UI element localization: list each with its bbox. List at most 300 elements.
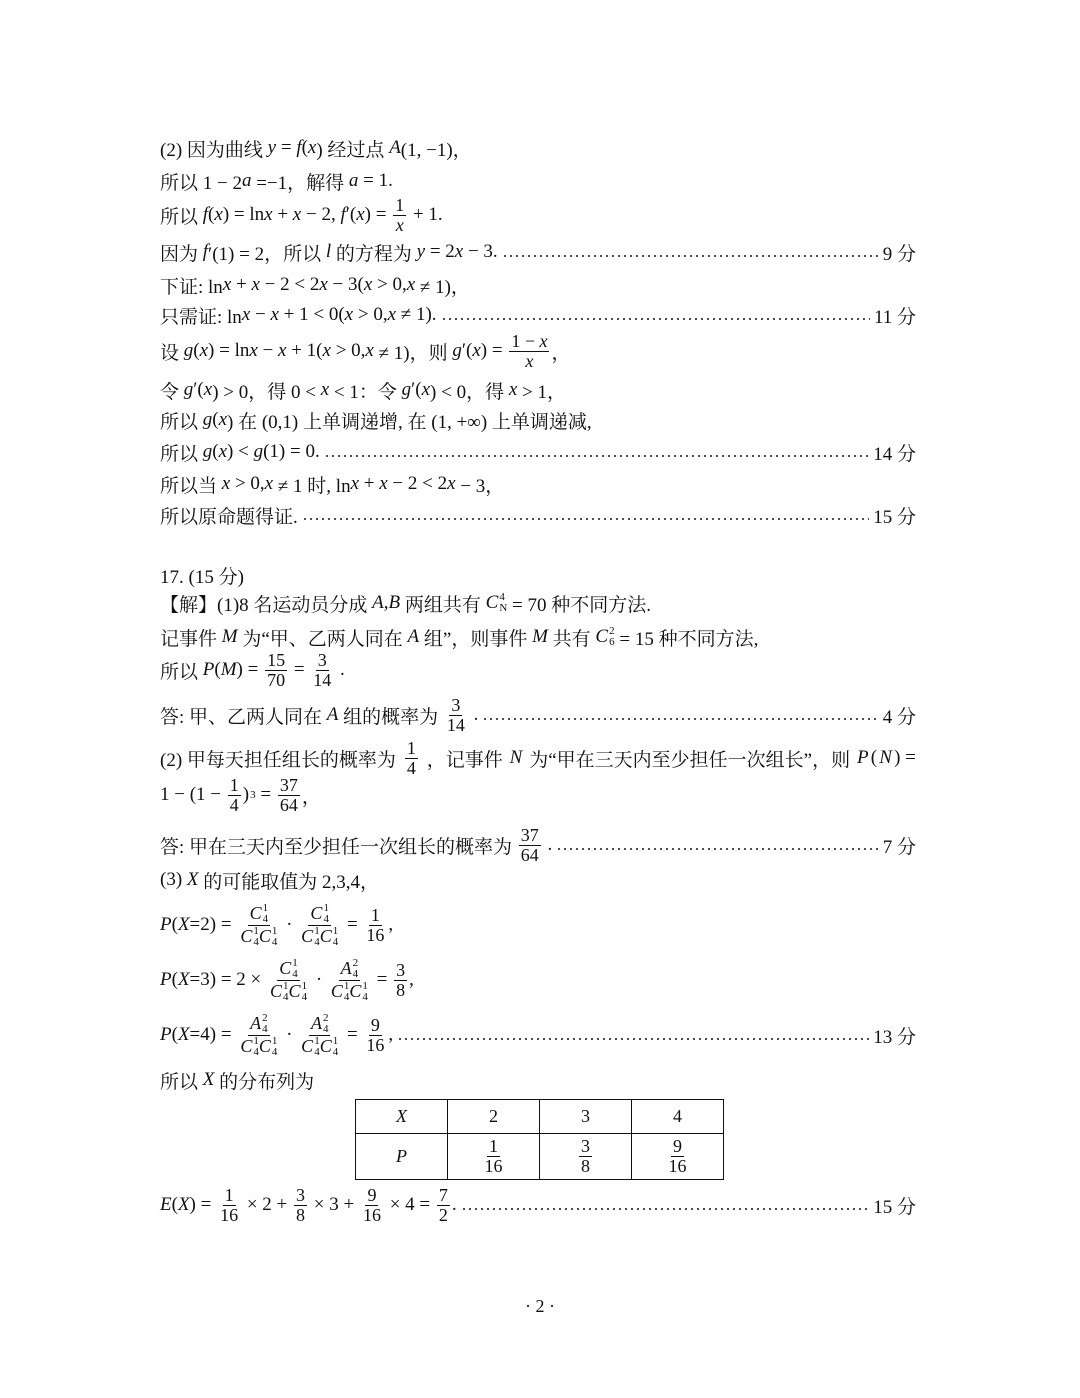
subscript: 4 bbox=[301, 990, 308, 1003]
numerator bbox=[393, 196, 406, 216]
text: − 2 < 2 bbox=[259, 274, 320, 295]
text: = bbox=[371, 969, 393, 990]
dot-leader bbox=[482, 717, 878, 721]
text: 记事件 bbox=[160, 628, 222, 650]
text: 所以 1 − 2 bbox=[160, 172, 242, 194]
text: ( bbox=[193, 340, 200, 361]
text: 70 bbox=[267, 669, 286, 690]
text: ≠ 1 时, ln bbox=[273, 475, 351, 497]
text: 17. (15 分) bbox=[160, 566, 244, 588]
math-variable: x bbox=[320, 379, 330, 400]
subscript: 4 bbox=[262, 912, 269, 925]
score-label: 14 分 bbox=[873, 443, 916, 465]
fraction bbox=[218, 1186, 240, 1225]
math-variable: y bbox=[416, 241, 426, 262]
score-label: 9 分 bbox=[882, 243, 916, 265]
text: 3 bbox=[396, 959, 406, 980]
text: ( bbox=[171, 969, 178, 990]
text: 7 bbox=[438, 1184, 448, 1205]
text: − 3， bbox=[455, 475, 505, 497]
text: > 0, bbox=[330, 340, 366, 361]
math-variable: x bbox=[249, 340, 258, 361]
math-variable: x bbox=[203, 379, 213, 400]
subscript: N bbox=[499, 602, 508, 614]
text: ， bbox=[551, 342, 571, 364]
math-variable: x bbox=[525, 350, 534, 371]
superscript: 1 bbox=[332, 1034, 339, 1047]
text-line bbox=[160, 1184, 916, 1225]
symbol-base: C bbox=[485, 592, 499, 613]
text-line bbox=[160, 560, 916, 590]
text: · bbox=[311, 969, 327, 990]
text-line bbox=[160, 1065, 916, 1095]
text-line bbox=[160, 956, 916, 1003]
text: ) = bbox=[236, 659, 264, 680]
math-variable: x bbox=[292, 204, 302, 225]
math-variable: x bbox=[218, 409, 228, 430]
scripted-symbol bbox=[279, 958, 298, 980]
scripted-symbol bbox=[243, 784, 256, 806]
dot-leader bbox=[441, 317, 870, 321]
math-variable: x bbox=[222, 274, 232, 295]
text: , bbox=[409, 969, 414, 990]
scripted-symbol bbox=[311, 1013, 329, 1035]
text-line bbox=[160, 437, 916, 467]
text: 9 bbox=[370, 1014, 380, 1035]
numerator bbox=[437, 1186, 450, 1206]
fraction bbox=[238, 903, 279, 948]
text: ′( bbox=[345, 204, 357, 225]
text: (1) = 0. bbox=[263, 441, 320, 462]
denominator bbox=[299, 926, 340, 948]
superscript: 1 bbox=[292, 956, 298, 969]
text-line bbox=[160, 194, 916, 235]
text: 【解】(1)8 名运动员分成 bbox=[160, 594, 373, 616]
numerator bbox=[228, 776, 241, 796]
text: 所以原命题得证. bbox=[160, 506, 298, 528]
text: 16 bbox=[366, 1034, 385, 1055]
subscript: 6 bbox=[609, 636, 615, 648]
text: ) = bbox=[480, 340, 508, 361]
text: = bbox=[255, 784, 276, 805]
text: 为“甲、乙两人同在 bbox=[237, 628, 408, 650]
symbol-base: C bbox=[258, 1036, 271, 1057]
denominator bbox=[364, 926, 386, 945]
text: ′( bbox=[461, 340, 473, 361]
numerator bbox=[248, 903, 271, 926]
score-label: 7 分 bbox=[882, 836, 916, 858]
text: > 0, bbox=[230, 473, 265, 494]
text: 37 bbox=[279, 774, 298, 795]
math-variable: A bbox=[372, 592, 384, 613]
text-line bbox=[160, 694, 916, 735]
text: 组”，则事件 bbox=[419, 628, 533, 650]
text: − 3. bbox=[463, 241, 498, 262]
table-header-value: 2 bbox=[448, 1100, 540, 1134]
text: 共有 bbox=[547, 628, 596, 650]
symbol-base: C bbox=[288, 981, 301, 1002]
math-variable: X bbox=[186, 869, 199, 890]
math-variable: x bbox=[344, 304, 354, 325]
text: 3 bbox=[317, 649, 327, 670]
text-line bbox=[160, 133, 916, 163]
symbol-base: C bbox=[319, 1036, 332, 1057]
scripted-symbol bbox=[331, 981, 350, 1003]
math-variable: X bbox=[177, 1194, 190, 1215]
superscript: 1 bbox=[271, 1034, 278, 1047]
text: ， bbox=[301, 786, 321, 808]
text-line bbox=[160, 405, 916, 435]
subscript: 4 bbox=[332, 1045, 339, 1058]
denominator bbox=[218, 1206, 240, 1225]
dot-leader bbox=[324, 454, 870, 458]
fraction bbox=[519, 826, 541, 865]
fraction bbox=[405, 739, 418, 778]
text: 1 − (1 − bbox=[160, 784, 226, 805]
text: ) 经过点 bbox=[316, 139, 390, 161]
math-variable: x bbox=[214, 204, 223, 225]
text: ( bbox=[171, 1194, 178, 1215]
superscript: 3 bbox=[250, 788, 256, 801]
page-number: · 2 · bbox=[525, 1296, 555, 1316]
denominator bbox=[329, 981, 370, 1003]
text: · bbox=[281, 914, 298, 935]
text: =3) = 2 × bbox=[189, 969, 267, 990]
numerator bbox=[277, 958, 300, 981]
superscript: 1 bbox=[314, 924, 320, 937]
text-line bbox=[160, 237, 916, 267]
subscript: 4 bbox=[262, 1022, 268, 1035]
text: ) = bbox=[364, 204, 392, 225]
text: + 1 < 0( bbox=[278, 304, 345, 325]
scripted-symbol bbox=[310, 903, 329, 925]
text: ′(1) = 2，所以 bbox=[208, 243, 326, 265]
text: − 2, bbox=[301, 204, 341, 225]
text: 64 bbox=[520, 844, 539, 865]
text: 因为 bbox=[160, 243, 203, 265]
table-header-value: 3 bbox=[540, 1100, 632, 1134]
scripts bbox=[262, 1013, 268, 1035]
scripts bbox=[272, 1036, 278, 1058]
math-variable: x bbox=[319, 274, 328, 295]
fraction bbox=[393, 196, 406, 235]
math-variable: X bbox=[202, 1069, 215, 1090]
math-variable: M bbox=[221, 626, 238, 647]
scripts bbox=[323, 903, 329, 925]
text: > 0, bbox=[372, 274, 407, 295]
text: 1 bbox=[406, 737, 416, 758]
text: , bbox=[388, 914, 394, 935]
text: 所以当 bbox=[160, 475, 222, 497]
denominator bbox=[394, 981, 407, 1000]
text: , bbox=[388, 1024, 394, 1045]
scripts bbox=[263, 903, 269, 925]
math-variable: g bbox=[183, 340, 194, 361]
text: (2) 甲每天担任组长的概率为 bbox=[160, 749, 401, 771]
numerator bbox=[316, 651, 329, 671]
text: × 3 + bbox=[309, 1194, 359, 1215]
scripted-symbol bbox=[240, 926, 259, 948]
text-line bbox=[160, 469, 916, 499]
text: ) = bbox=[189, 1194, 217, 1215]
text: ′( bbox=[411, 379, 422, 400]
math-variable: f bbox=[340, 204, 346, 225]
fraction bbox=[228, 776, 241, 815]
text-line bbox=[160, 330, 916, 371]
text: 令 bbox=[160, 381, 184, 403]
text: ) < 0，得 bbox=[430, 381, 509, 403]
text-line bbox=[160, 824, 916, 865]
text: 所以 bbox=[160, 411, 203, 433]
numerator bbox=[449, 696, 462, 716]
symbol-base: C bbox=[301, 1036, 314, 1057]
symbol-base: C bbox=[330, 981, 343, 1002]
text: − bbox=[250, 304, 271, 325]
text: 的分布列为 bbox=[214, 1071, 315, 1093]
text: 答: 甲在三天内至少担任一次组长的概率为 bbox=[160, 836, 517, 858]
text: ( bbox=[171, 1024, 178, 1045]
text-line bbox=[160, 901, 916, 948]
table-prob-cell bbox=[448, 1134, 540, 1180]
scripted-symbol bbox=[301, 1036, 320, 1058]
scripts bbox=[292, 958, 298, 980]
text: =2) = bbox=[189, 914, 237, 935]
text: 4 bbox=[406, 757, 416, 778]
table-header-value: 4 bbox=[632, 1100, 724, 1134]
scripts bbox=[302, 981, 308, 1003]
subscript: 4 bbox=[352, 967, 359, 980]
text: . bbox=[542, 834, 553, 855]
superscript: 1 bbox=[253, 1034, 259, 1047]
text-line bbox=[160, 649, 916, 690]
superscript: 2 bbox=[322, 1011, 329, 1024]
text: 16 bbox=[366, 924, 385, 945]
superscript: 2 bbox=[352, 956, 359, 969]
fraction bbox=[299, 1013, 340, 1058]
math-variable: g bbox=[452, 340, 462, 361]
symbol-base: C bbox=[240, 1036, 253, 1057]
math-variable: x bbox=[221, 473, 231, 494]
math-variable: f bbox=[202, 204, 209, 225]
score-label: 15 分 bbox=[873, 506, 916, 528]
math-variable: x bbox=[387, 304, 397, 325]
math-variable: g bbox=[253, 441, 264, 462]
text: 所以 bbox=[160, 443, 203, 465]
scripted-symbol bbox=[301, 926, 320, 948]
scripted-symbol bbox=[240, 1036, 259, 1058]
text: 的方程为 bbox=[331, 243, 417, 265]
text: ( bbox=[301, 137, 308, 158]
text: 两组共有 bbox=[400, 594, 486, 616]
math-variable: x bbox=[322, 340, 331, 361]
text: 所以 bbox=[160, 1071, 203, 1093]
text: + bbox=[359, 473, 380, 494]
math-variable: x bbox=[270, 304, 279, 325]
math-variable: P bbox=[160, 969, 172, 990]
numerator bbox=[365, 1186, 378, 1206]
dot-leader bbox=[302, 517, 869, 521]
symbol-base: C bbox=[270, 981, 283, 1002]
dot-leader bbox=[502, 254, 879, 258]
math-variable: l bbox=[325, 241, 332, 262]
denominator bbox=[394, 216, 406, 235]
numerator: 3 bbox=[581, 1136, 590, 1157]
subscript: 4 bbox=[271, 935, 278, 948]
denominator: 16 bbox=[668, 1156, 687, 1176]
superscript: 1 bbox=[301, 979, 308, 992]
text: 下证: ln bbox=[160, 276, 223, 298]
text: 1 bbox=[224, 1184, 234, 1205]
math-variable: x bbox=[356, 204, 365, 225]
scripts bbox=[333, 926, 339, 948]
dot-leader bbox=[397, 1037, 869, 1041]
score-label: 13 分 bbox=[873, 1026, 916, 1048]
dot-leader bbox=[461, 1207, 870, 1211]
symbol-base: C bbox=[301, 926, 314, 947]
symbol-base: C bbox=[595, 626, 609, 647]
math-variable: f bbox=[202, 241, 209, 262]
text: =4) = bbox=[189, 1024, 237, 1045]
math-variable: E bbox=[160, 1194, 172, 1215]
scripted-symbol bbox=[595, 626, 614, 648]
math-variable: x bbox=[395, 214, 404, 235]
math-variable: x bbox=[199, 340, 209, 361]
numerator bbox=[369, 1016, 382, 1036]
math-variable: x bbox=[539, 330, 548, 351]
math-variable: x bbox=[454, 241, 464, 262]
text: 为“甲在三天内至少担任一次组长”，则 bbox=[524, 749, 855, 771]
math-variable: x bbox=[447, 473, 456, 494]
text: = 1. bbox=[358, 170, 393, 191]
text: 15 bbox=[267, 649, 286, 670]
text-line bbox=[160, 622, 916, 652]
math-variable: x bbox=[278, 340, 287, 361]
math-variable: a bbox=[241, 170, 252, 191]
denominator bbox=[361, 1206, 383, 1225]
subscript: 4 bbox=[271, 1045, 278, 1058]
fraction bbox=[437, 1186, 450, 1225]
scripted-symbol bbox=[259, 926, 278, 948]
numerator bbox=[265, 651, 287, 671]
math-variable: A bbox=[407, 626, 420, 647]
text: − bbox=[257, 340, 279, 361]
math-variable: y bbox=[267, 137, 277, 158]
denominator bbox=[265, 671, 287, 690]
text: − 3( bbox=[327, 274, 364, 295]
symbol-base: A bbox=[310, 1013, 322, 1034]
math-variable: N bbox=[879, 747, 892, 768]
math-variable: P bbox=[160, 1024, 172, 1045]
denominator: 16 bbox=[484, 1156, 503, 1176]
text: · bbox=[281, 1024, 298, 1045]
text: (3) bbox=[160, 869, 187, 890]
numerator: 1 bbox=[489, 1136, 498, 1157]
scripted-symbol bbox=[486, 592, 508, 614]
text: ) > 0，得 0 < bbox=[212, 381, 321, 403]
text: + 1. bbox=[408, 204, 443, 225]
fraction bbox=[238, 1013, 279, 1058]
text: =−1，解得 bbox=[251, 172, 349, 194]
text: 64 bbox=[279, 794, 298, 815]
fraction bbox=[299, 903, 340, 948]
text: . bbox=[335, 659, 345, 680]
subscript: 4 bbox=[253, 935, 259, 948]
text: 14 bbox=[446, 714, 465, 735]
math-variable: P bbox=[160, 914, 172, 935]
denominator bbox=[238, 926, 279, 948]
numerator bbox=[309, 1013, 331, 1036]
score-label: 11 分 bbox=[873, 306, 916, 328]
text: (1, −1)， bbox=[400, 139, 472, 161]
scripts bbox=[362, 981, 368, 1003]
scripted-symbol bbox=[250, 1013, 268, 1035]
math-variable: x bbox=[307, 137, 317, 158]
text: ( bbox=[208, 204, 215, 225]
numerator bbox=[248, 1013, 270, 1036]
subscript: 4 bbox=[362, 990, 368, 1003]
text: ≠ 1)， bbox=[415, 276, 470, 298]
scripted-symbol bbox=[320, 1036, 339, 1058]
text-line bbox=[160, 737, 916, 778]
math-variable: x bbox=[421, 379, 431, 400]
denominator bbox=[311, 671, 333, 690]
fraction bbox=[445, 696, 467, 735]
text: 答: 甲、乙两人同在 bbox=[160, 706, 327, 728]
math-variable: x bbox=[251, 274, 260, 295]
numerator bbox=[405, 739, 418, 759]
text-line bbox=[160, 300, 916, 330]
text-line bbox=[160, 1011, 916, 1058]
symbol-base: C bbox=[240, 926, 253, 947]
text: ′( bbox=[193, 379, 204, 400]
math-variable: X bbox=[177, 914, 190, 935]
text: × 4 = bbox=[384, 1194, 435, 1215]
score-label: 15 分 bbox=[873, 1196, 916, 1218]
denominator: 8 bbox=[581, 1156, 590, 1176]
math-variable: x bbox=[264, 204, 273, 225]
math-variable: M bbox=[220, 659, 237, 680]
text: 组的概率为 bbox=[338, 706, 443, 728]
table-header-x: X bbox=[356, 1100, 448, 1134]
text-line bbox=[160, 270, 916, 300]
text: 1 bbox=[370, 904, 380, 925]
text-line bbox=[160, 588, 916, 618]
text: ( bbox=[171, 914, 178, 935]
fraction bbox=[364, 1016, 386, 1055]
text: 的可能取值为 2,3,4， bbox=[198, 871, 380, 893]
text: = 70 种不同方法. bbox=[507, 594, 651, 616]
numerator bbox=[278, 776, 300, 796]
math-variable: P bbox=[857, 747, 869, 768]
scripted-symbol bbox=[320, 926, 339, 948]
text: , bbox=[383, 592, 389, 613]
superscript: 1 bbox=[314, 1034, 320, 1047]
math-variable: N bbox=[509, 747, 523, 768]
superscript: 1 bbox=[253, 924, 259, 937]
text: 1 − bbox=[511, 330, 540, 351]
subscript: 4 bbox=[253, 1045, 259, 1058]
text: ) < bbox=[227, 441, 254, 462]
text: 3 bbox=[451, 694, 461, 715]
text: 9 bbox=[367, 1184, 377, 1205]
scripts bbox=[272, 926, 278, 948]
table-prob-cell bbox=[632, 1134, 724, 1180]
math-variable: x bbox=[406, 274, 416, 295]
math-variable: x bbox=[472, 340, 481, 361]
text: 14 bbox=[313, 669, 332, 690]
fraction bbox=[278, 776, 300, 815]
text: = 15 种不同方法, bbox=[614, 628, 759, 650]
